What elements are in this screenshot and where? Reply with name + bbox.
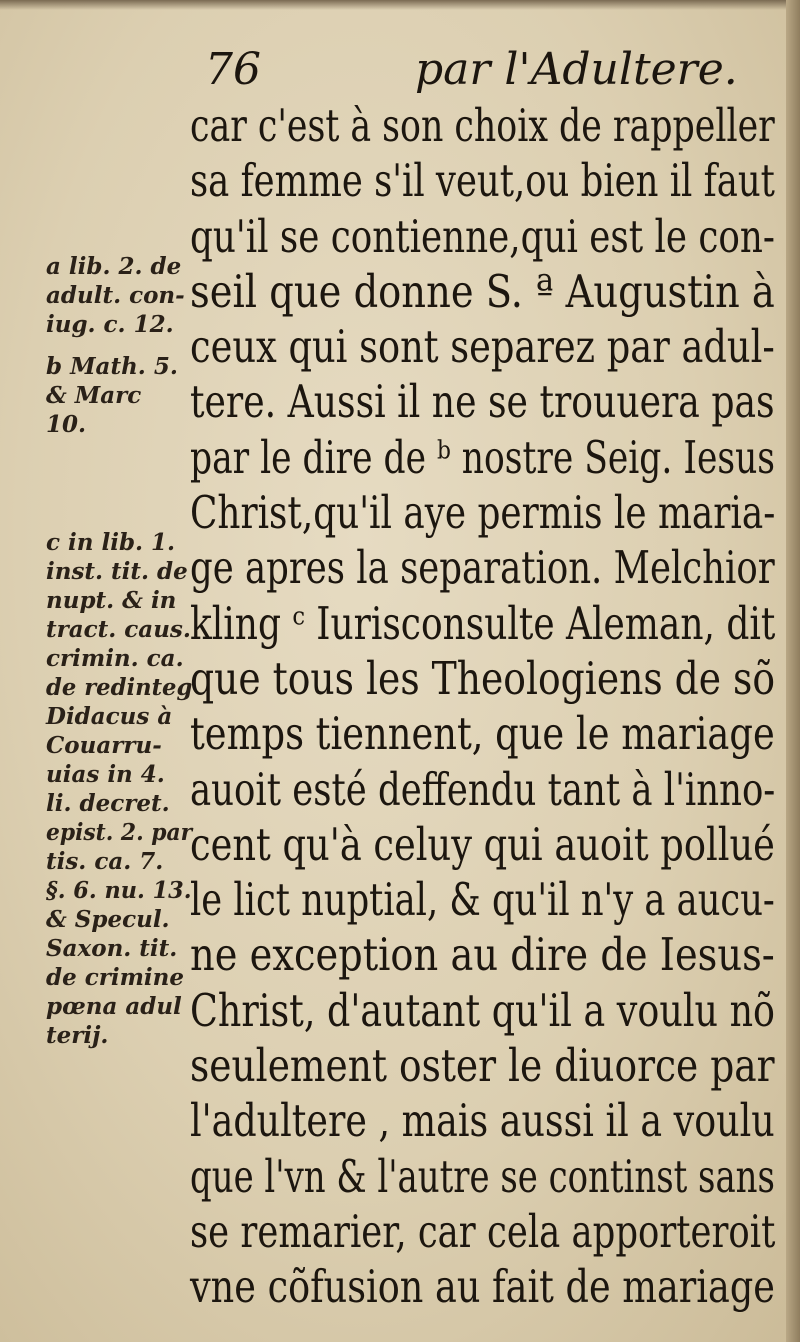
margin-note-line: tract. caus. — [46, 616, 191, 643]
text-line: l'adultere , mais aussi il a voulu — [190, 1094, 775, 1148]
text-line: auoit esté deffendu tant à l'inno- — [190, 762, 776, 816]
margin-note-line: inst. tit. de — [46, 558, 188, 585]
text-line: Christ,qu'il aye permis le maria- — [190, 486, 776, 540]
margin-note-line: uias in 4. — [46, 761, 165, 788]
text-line: ne exception au dire de Iesus- — [190, 928, 775, 982]
text-line: sa femme s'il veut,ou bien il faut — [190, 154, 775, 208]
margin-note-line: c in lib. 1. — [46, 529, 176, 556]
main-text-block — [190, 98, 775, 1315]
margin-note-b — [46, 352, 194, 439]
margin-note-line: tis. ca. 7. — [46, 848, 164, 875]
text-line: se remarier, car cela apporteroit — [190, 1204, 776, 1258]
margin-note-line: pœna adul — [46, 993, 182, 1020]
margin-note-line: de crimine — [46, 964, 185, 991]
margin-note-line: de redinteg — [46, 674, 193, 701]
margin-note-line: iug. c. 12. — [46, 311, 174, 338]
margin-note-line: epist. 2. par — [46, 819, 193, 846]
page-top-shadow — [0, 0, 800, 10]
margin-note-line: crimin. ca. — [46, 645, 184, 672]
text-line: seil que donne S. ª Augustin à — [190, 264, 775, 318]
page-right-edge — [786, 0, 800, 1342]
text-line: seulement oster le diuorce par — [190, 1039, 775, 1093]
page-number: 76 — [205, 44, 261, 95]
text-line: tere. Aussi il ne se trouuera pas — [190, 375, 775, 429]
text-line: Christ, d'autant qu'il a voulu nõ — [190, 983, 775, 1037]
text-line: ceux qui sont separez par adul- — [190, 320, 775, 374]
text-line: le lict nuptial, & qu'il n'y a aucu- — [190, 873, 775, 927]
margin-note-line: 10. — [46, 411, 87, 438]
margin-note-line: a lib. 2. de — [46, 253, 182, 280]
margin-note-line: Didacus à — [46, 703, 173, 730]
margin-note-line: & Marc — [46, 382, 142, 409]
margin-note-c — [46, 528, 194, 1050]
margin-note-line: adult. con- — [46, 282, 185, 309]
text-line: kling ᶜ Iurisconsulte Aleman, dit — [190, 596, 776, 650]
text-line: par le dire de ᵇ nostre Seig. Iesus — [190, 430, 776, 484]
text-line: ge apres la separation. Melchior — [190, 541, 775, 595]
text-line: vne cõfusion au fait de mariage — [190, 1260, 775, 1314]
margin-note-line: nupt. & in — [46, 587, 177, 614]
margin-note-line: terij. — [46, 1022, 109, 1049]
margin-note-line: Saxon. tit. — [46, 935, 178, 962]
page-header — [205, 40, 775, 100]
text-line: que l'vn & l'autre se continst sans — [190, 1149, 775, 1203]
margin-note-line: §. 6. nu. 13. — [46, 877, 192, 904]
text-line: que tous les Theologiens de sõ — [190, 651, 776, 705]
margin-note-line: Couarru- — [46, 732, 162, 759]
text-line: qu'il se contienne,qui est le con- — [190, 209, 775, 263]
text-line: car c'est à son choix de rappeller — [190, 99, 775, 152]
text-line: cent qu'à celuy qui auoit pollué — [190, 817, 775, 871]
text-line: temps tiennent, que le mariage — [190, 707, 775, 761]
margin-note-line: li. decret. — [46, 790, 170, 817]
running-head: par l'Adultere. — [415, 44, 738, 95]
margin-note-line: & Specul. — [46, 906, 170, 933]
margin-note-line: b Math. 5. — [46, 353, 178, 380]
margin-note-a — [46, 252, 194, 339]
